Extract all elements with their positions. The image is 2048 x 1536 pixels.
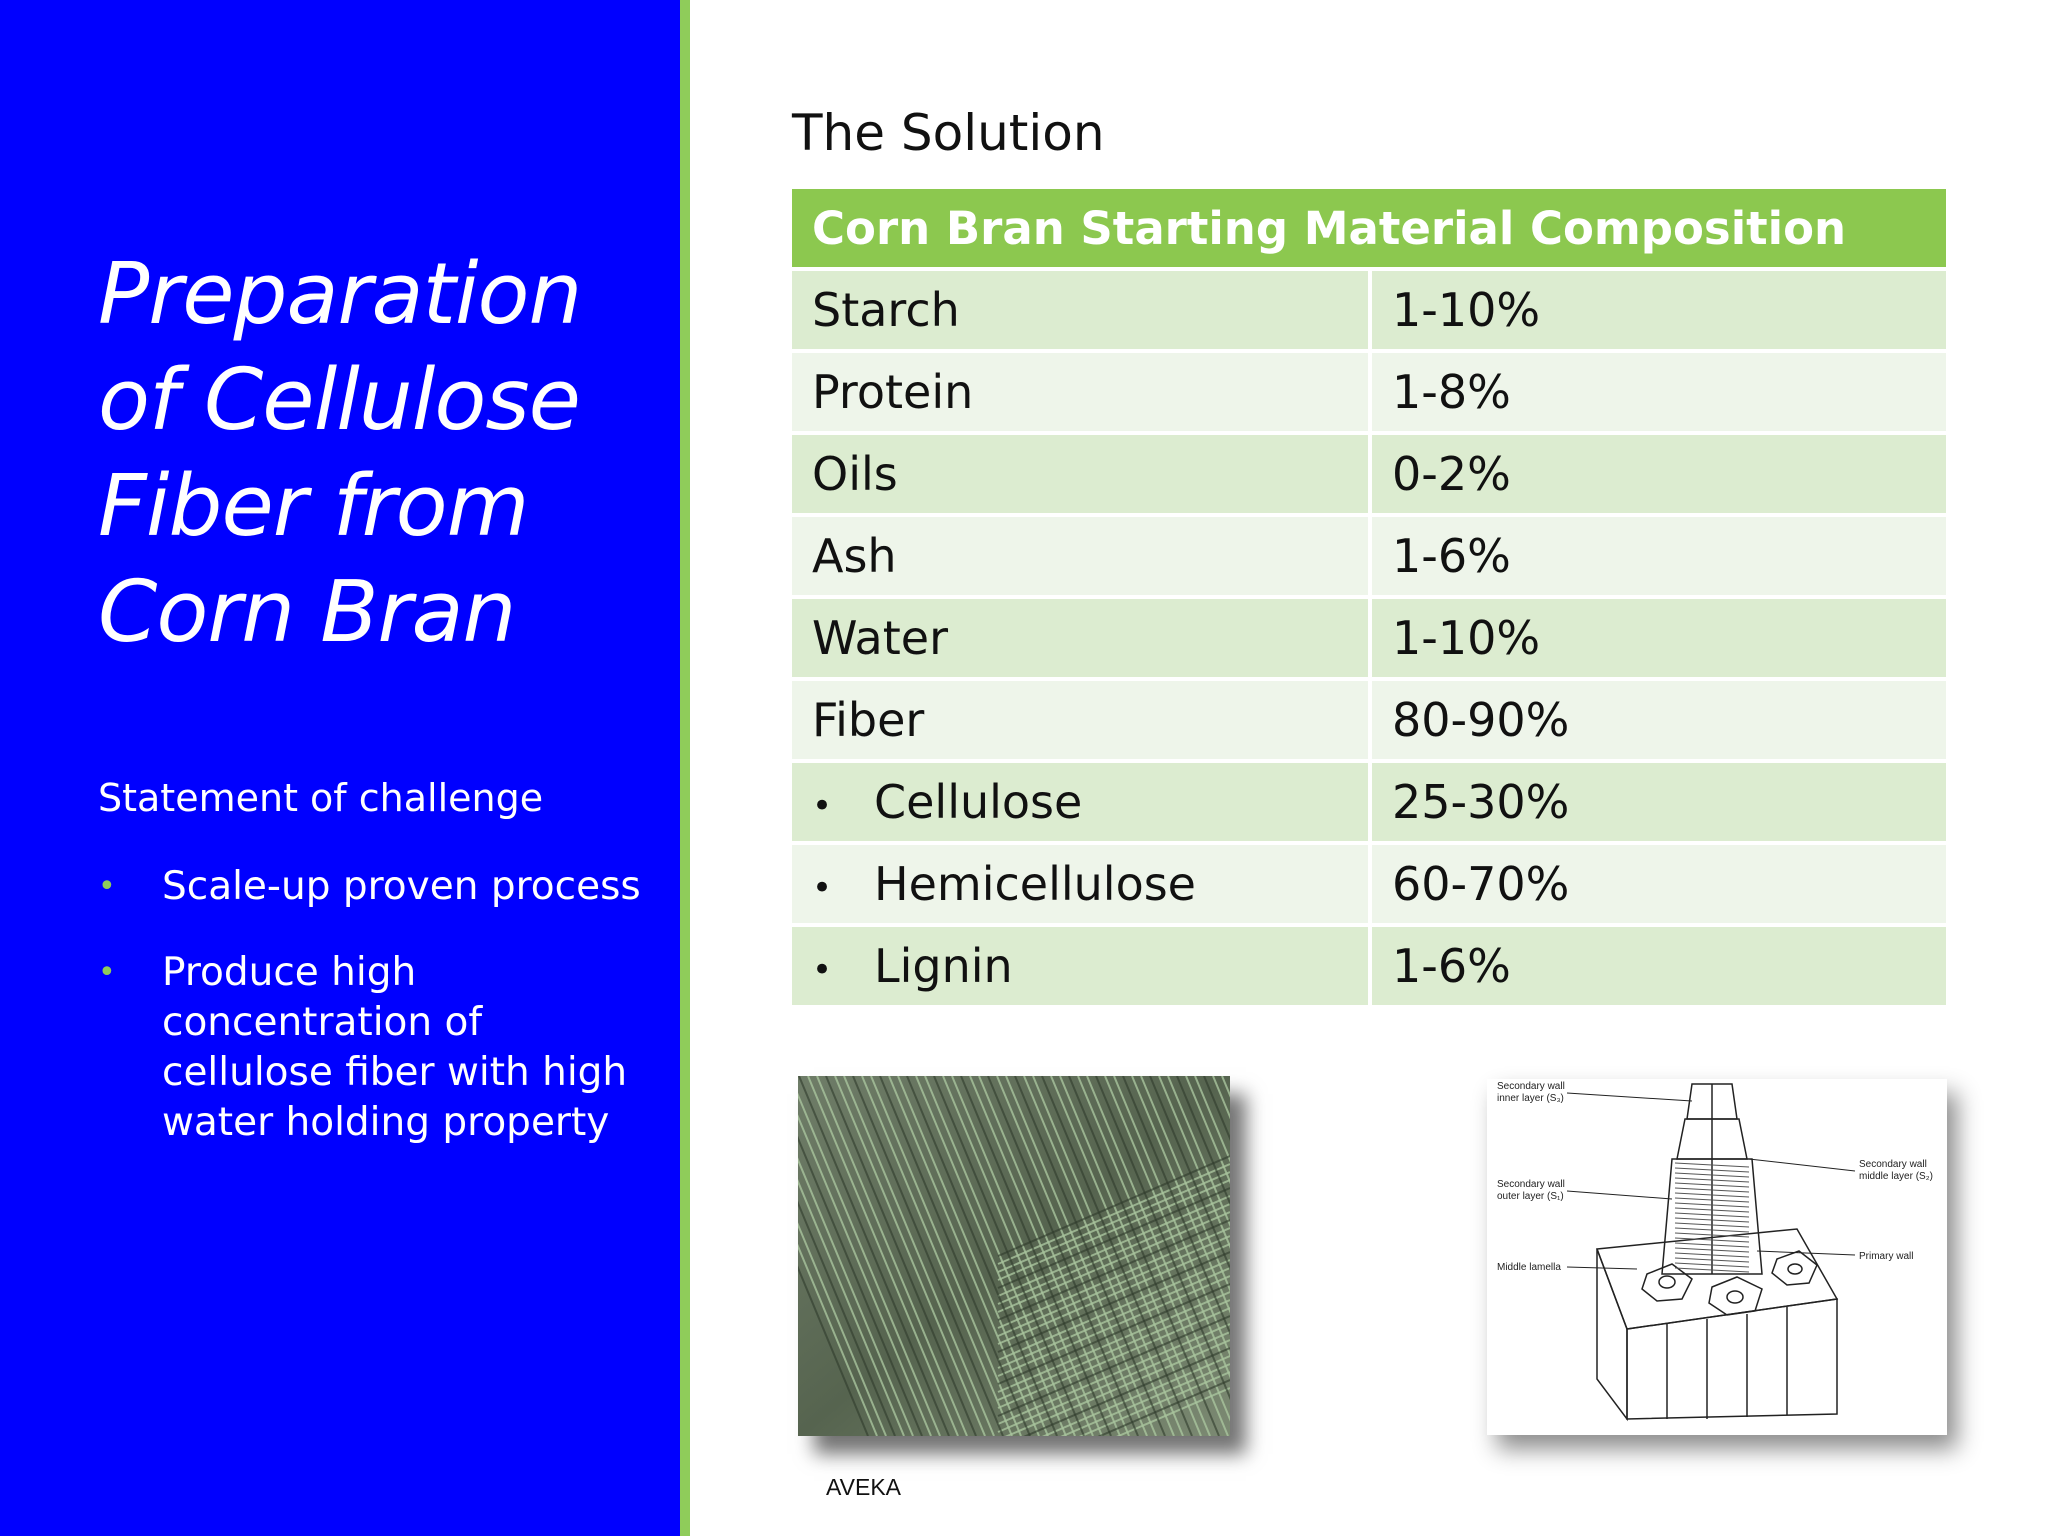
table-body (792, 269, 1946, 1007)
component-label: Protein (812, 365, 974, 419)
diagram-label: inner layer (S₃) (1497, 1093, 1564, 1104)
table-row (792, 679, 1946, 761)
diagram-label: Secondary wall (1497, 1081, 1565, 1092)
cellulose-fiber-micrograph (798, 1076, 1230, 1436)
diagram-label: Middle lamella (1497, 1262, 1561, 1273)
component-label: Fiber (812, 693, 925, 747)
component-cell (792, 433, 1370, 515)
diagram-label: outer layer (S₁) (1497, 1191, 1564, 1202)
diagram-label: Secondary wall (1497, 1179, 1565, 1190)
composition-value: 1-6% (1370, 515, 1946, 597)
component-cell (792, 515, 1370, 597)
bullet-icon: • (812, 949, 833, 990)
component-cell (792, 843, 1370, 925)
table-row (792, 761, 1946, 843)
component-label: Hemicellulose (874, 857, 1196, 911)
bullet-text: Produce high concentration of cellulose fiber with high water holding property (162, 950, 628, 1145)
composition-value: 0-2% (1370, 433, 1946, 515)
composition-value: 1-6% (1370, 925, 1946, 1007)
component-label: Oils (812, 447, 898, 501)
cell-wall-diagram-image (1487, 1079, 1947, 1435)
composition-value: 1-10% (1370, 597, 1946, 679)
left-panel (0, 0, 680, 1536)
micrograph-image (798, 1076, 1230, 1436)
diagram-label: Secondary wall (1859, 1159, 1927, 1170)
bullet-icon: • (98, 955, 116, 990)
title-line: Fiber from (98, 457, 529, 556)
bullet-icon: • (812, 867, 833, 908)
cell-wall-diagram (1487, 1079, 1947, 1435)
table-row (792, 433, 1946, 515)
component-label: Lignin (874, 939, 1013, 993)
challenge-bullets (98, 862, 658, 1184)
bullet-icon: • (98, 869, 116, 904)
component-label: Starch (812, 283, 960, 337)
accent-divider (680, 0, 690, 1536)
component-cell (792, 925, 1370, 1007)
table-row (792, 269, 1946, 351)
bullet-text: Scale-up proven process (162, 864, 641, 909)
composition-value: 1-8% (1370, 351, 1946, 433)
table-row (792, 843, 1946, 925)
component-cell (792, 679, 1370, 761)
table-header: Corn Bran Starting Material Composition (792, 189, 1946, 269)
title-line: of Cellulose (98, 351, 580, 450)
table-row (792, 925, 1946, 1007)
composition-value: 25-30% (1370, 761, 1946, 843)
image-credit: AVEKA (826, 1474, 901, 1500)
table-row (792, 351, 1946, 433)
table-row (792, 597, 1946, 679)
challenge-bullet (98, 948, 658, 1148)
component-label: Ash (812, 529, 897, 583)
component-label: Water (812, 611, 948, 665)
title-line: Corn Bran (98, 563, 516, 662)
diagram-label: middle layer (S₂) (1859, 1171, 1933, 1182)
composition-value: 60-70% (1370, 843, 1946, 925)
solution-heading: The Solution (792, 104, 1105, 162)
diagram-label: Primary wall (1859, 1251, 1914, 1262)
title-line: Preparation (98, 245, 582, 344)
component-cell (792, 761, 1370, 843)
composition-value: 80-90% (1370, 679, 1946, 761)
composition-value: 1-10% (1370, 269, 1946, 351)
component-label: Cellulose (874, 775, 1083, 829)
bullet-icon: • (812, 785, 833, 826)
challenge-bullet (98, 862, 658, 912)
component-cell (792, 351, 1370, 433)
component-cell (792, 269, 1370, 351)
component-cell (792, 597, 1370, 679)
slide-title (98, 242, 658, 666)
challenge-heading: Statement of challenge (98, 776, 544, 820)
table-row (792, 515, 1946, 597)
composition-table (792, 189, 1946, 1009)
